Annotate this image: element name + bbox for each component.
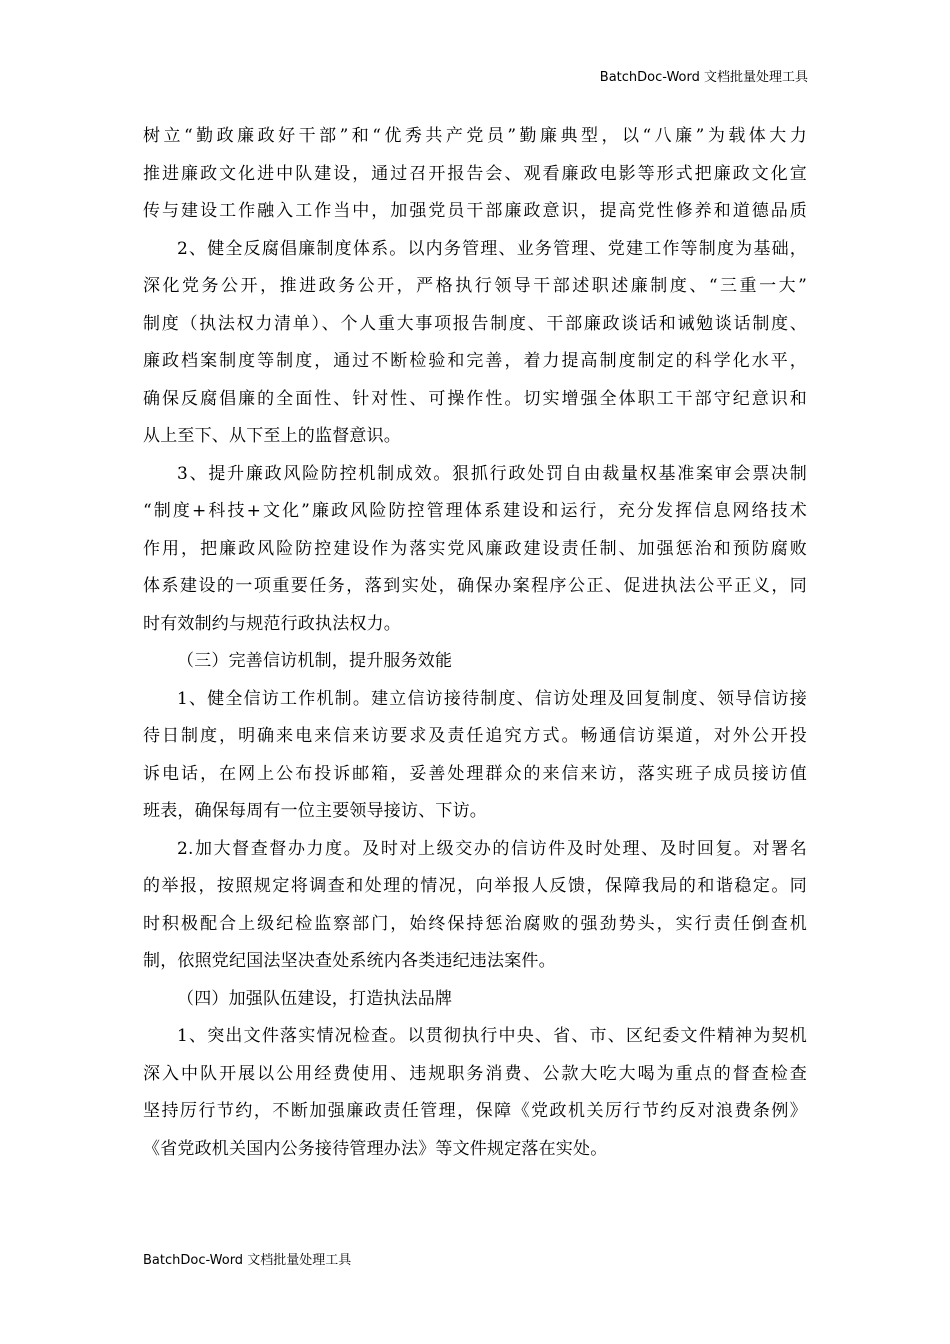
text-line: 1、突出文件落实情况检查。以贯彻执行中央、省、市、区纪委文件精神为契机 xyxy=(177,1026,807,1046)
text-line: 推进廉政文化进中队建设，通过召开报告会、观看廉政电影等形式把廉政文化宣 xyxy=(143,163,807,184)
text-line: 传与建设工作融入工作当中，加强党员干部廉政意识，提高党性修养和道德品质 xyxy=(143,201,807,221)
text-line: 制，依照党纪国法坚决查处系统内各类违纪违法案件。 xyxy=(143,951,556,971)
document-body xyxy=(143,118,807,1168)
text-line: 时有效制约与规范行政执法权力。 xyxy=(143,613,401,634)
text-line: 2.加大督查督办力度。及时对上级交办的信访件及时处理、及时回复。对署名 xyxy=(177,838,807,859)
text-line: 作用，把廉政风险防控建设作为落实党风廉政建设责任制、加强惩治和预防腐败 xyxy=(143,538,807,559)
text-line: 树立“勤政廉政好干部”和“优秀共产党员”勤廉典型，以“八廉”为载体大力 xyxy=(143,126,807,146)
text-line: 坚持厉行节约，不断加强廉政责任管理，保障《党政机关厉行节约反对浪费条例》 xyxy=(143,1101,807,1121)
text-line: 的举报，按照规定将调查和处理的情况，向举报人反馈，保障我局的和谐稳定。同 xyxy=(143,876,807,896)
text-line: 从上至下、从下至上的监督意识。 xyxy=(143,426,401,446)
text-line: 《省党政机关国内公务接待管理办法》等文件规定落在实处。 xyxy=(143,1138,608,1159)
text-line: 诉电话，在网上公布投诉邮箱，妥善处理群众的来信来访，落实班子成员接访值 xyxy=(143,763,807,784)
text-line: 2、健全反腐倡廉制度体系。以内务管理、业务管理、党建工作等制度为基础， xyxy=(177,238,807,259)
text-line: 3、提升廉政风险防控机制成效。狠抓行政处罚自由裁量权基准案审会票决制 xyxy=(177,463,807,484)
text-line: 廉政档案制度等制度，通过不断检验和完善，着力提高制度制定的科学化水平， xyxy=(143,351,807,371)
text-line: 待日制度，明确来电来信来访要求及责任追究方式。畅通信访渠道，对外公开投 xyxy=(143,726,807,746)
text-line: 深化党务公开，推进政务公开，严格执行领导干部述职述廉制度、“三重一大” xyxy=(143,276,807,296)
page-header: BatchDoc-Word 文档批量处理工具 xyxy=(599,70,808,85)
text-line: “制度+科技+文化”廉政风险防控管理体系建设和运行，充分发挥信息网络技术 xyxy=(143,501,807,521)
text-line: （三）完善信访机制，提升服务效能 xyxy=(177,651,453,671)
text-line: 确保反腐倡廉的全面性、针对性、可操作性。切实增强全体职工干部守纪意识和 xyxy=(143,388,807,409)
page-footer: BatchDoc-Word 文档批量处理工具 xyxy=(143,1253,352,1268)
text-line: 深入中队开展以公用经费使用、违规职务消费、公款大吃大喝为重点的督查检查 xyxy=(143,1063,807,1084)
text-line: 体系建设的一项重要任务，落到实处，确保办案程序公正、促进执法公平正义，同 xyxy=(143,576,807,596)
text-line: （四）加强队伍建设，打造执法品牌 xyxy=(177,988,453,1009)
text-line: 制度（执法权力清单）、个人重大事项报告制度、干部廉政谈话和诫勉谈话制度、 xyxy=(143,313,807,334)
text-line: 1、健全信访工作机制。建立信访接待制度、信访处理及回复制度、领导信访接 xyxy=(177,688,807,709)
text-line: 班表，确保每周有一位主要领导接访、下访。 xyxy=(143,801,487,821)
text-line: 时积极配合上级纪检监察部门，始终保持惩治腐败的强劲势头，实行责任倒查机 xyxy=(143,913,807,934)
